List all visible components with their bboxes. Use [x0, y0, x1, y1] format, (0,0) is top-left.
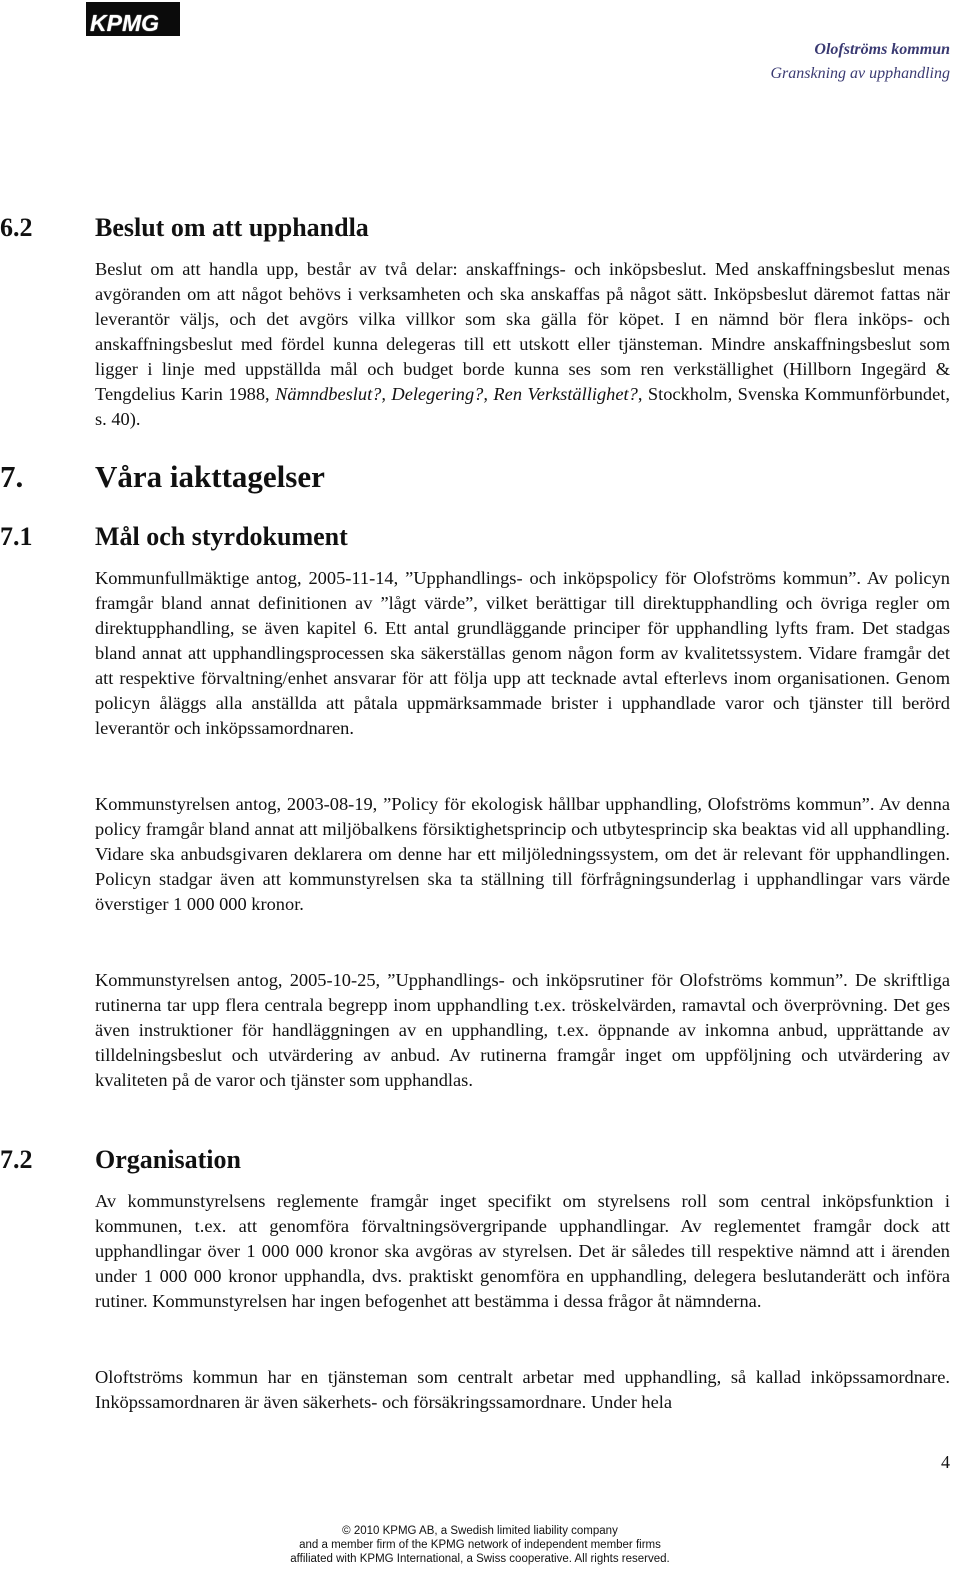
footer-affiliation: affiliated with KPMG International, a Swiss cooperative. All rights reserved.	[290, 1553, 670, 1565]
paragraph-inkopssamordnare: Oloftströms kommun har en tjänsteman som centralt arbetar med upphandling, så kallad inköpssamordnare. Inköpssamordnaren är även säkerhets- och försäkringssamordnare. Under hela	[95, 1367, 950, 1412]
paragraph-policy-ekologisk: Kommunstyrelsen antog, 2003-08-19, ”Policy för ekologisk hållbar upphandling, Olofströms kommun”. Av denna policy framgår bland annat att miljöbalkens försiktighetsprincip och utbytesprincip ska beaktas vid all upphandling. Vidare ska anbudsgivaren deklarera om denne har ett miljöledningssystem, om det är relevant för upphandlingen. Policyn stadgar även att kommunstyrelsen ska ta ställning till förfrågningsunderlag i upphandlingar vars värde överstiger 1 000 000 kronor.	[95, 794, 950, 914]
footer-network: and a member firm of the KPMG network of independent member firms	[299, 1539, 661, 1551]
heading-title: Mål och styrdokument	[95, 522, 348, 551]
header-organization: Olofströms kommun	[814, 41, 950, 58]
heading-number: 7.2	[0, 1145, 33, 1174]
page-header	[770, 38, 950, 86]
paragraph-text-end: , Stockholm, Svenska Kommunförbundet, s. 40).	[95, 384, 950, 429]
paragraph-beslut	[95, 257, 950, 432]
paragraph-text: Beslut om att handla upp, består av två delar: anskaffnings- och inköpsbeslut. Med anskaffningsbeslut menas avgöranden om att något behövs i verksamheten och ska anskaffas på något sätt. Inköpsbeslut däremot fattas när leverantör väljs, och det avgörs vilka villkor som ska gälla för köpet. I en nämnd bör flera inköps- och anskaffningsbeslut med fördel kunna delegeras till ett utskott eller tjänsteman. Mindre anskaffningsbeslut som ligger i linje med uppställda mål och budget borde kunna ses som ren verkställighet (Hillborn Ingegärd & Tengdelius Karin 1988,	[95, 259, 950, 404]
heading-number: 7.	[0, 459, 24, 494]
heading-title: Organisation	[95, 1145, 241, 1174]
paragraph-policy-upphandling: Kommunfullmäktige antog, 2005-11-14, ”Upphandlings- och inköpspolicy för Olofströms kommun”. Av policyn framgår bland annat definitionen av ”lågt värde”, vilket berättigar till direktupphandling och övriga regler om direktupphandling, se även kapitel 6. Ett antal grundläggande principer för upphandling lyfts fram. Det stadgas bland annat att upphandlingsprocessen ska säkerställas genom någon form av kvalitetssystem. Vidare framgår det att respektive förvaltning/enhet ansvarar för att följa upp att tecknade avtal efterlevs inom organisationen. Genom policyn åläggs alla anställda att påtala uppmärksammade brister i upphandlade varor och tjänster till berörd leverantör och inköpssamordnaren.	[95, 568, 950, 738]
page-number: 4	[941, 1452, 950, 1472]
header-report-title: Granskning av upphandling	[770, 65, 950, 82]
logo-text: KPMG	[90, 10, 159, 36]
heading-number: 7.1	[0, 522, 33, 551]
paragraph-rutiner: Kommunstyrelsen antog, 2005-10-25, ”Upphandlings- och inköpsrutiner för Olofströms kommun”. De skriftliga rutinerna tar upp flera centrala begrepp inom upphandling t.ex. tröskelvärden, ramavtal och överprövning. Det ges även instruktioner för handläggningen av en upphandling, t.ex. öppnande av inkomna anbud, upprättande av tilldelningsbeslut och utvärdering av anbud. Av rutinerna framgår inget om uppföljning och utvärdering av kvaliteten på de varor och tjänster som upphandlas.	[95, 970, 950, 1090]
footer-copyright: © 2010 KPMG AB, a Swedish limited liability company	[342, 1525, 618, 1537]
page-footer	[0, 1524, 960, 1566]
paragraph-reglemente: Av kommunstyrelsens reglemente framgår inget specifikt om styrelsens roll som central inköpsfunktion i kommunen, t.ex. att genomföra förvaltningsövergripande upphandlingar. Av reglementet framgår dock att upphandlingar över 1 000 000 kronor ska avgöras av styrelsen. Det är således till respektive nämnd att i ärenden under 1 000 000 kronor upphandla, dvs. praktiskt genomföra en upphandling, delegera beslutanderätt och införa rutiner. Kommunstyrelsen har ingen befogenhet att bestämma i dessa frågor åt nämnderna.	[95, 1191, 950, 1311]
heading-title: Våra iakttagelser	[95, 459, 325, 494]
citation-title: Nämndbeslut?, Delegering?, Ren Verkställighet?	[275, 384, 638, 404]
heading-title: Beslut om att upphandla	[95, 213, 369, 242]
heading-number: 6.2	[0, 213, 33, 242]
kpmg-logo	[86, 2, 180, 36]
